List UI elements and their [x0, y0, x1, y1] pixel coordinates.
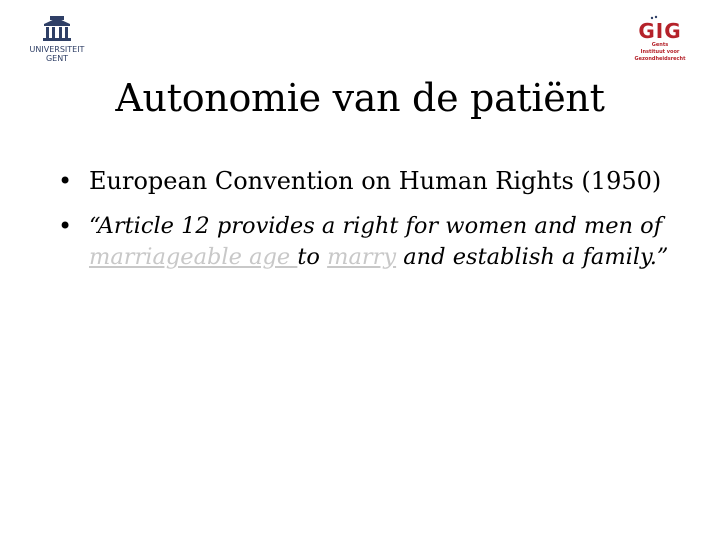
gig-logo-mark: GIG [638, 19, 682, 43]
gig-logo-line3: Gezondheidsrecht [634, 56, 686, 62]
ugent-logo-line2: GENT [45, 54, 69, 63]
bullet-dot-icon: • [58, 212, 73, 240]
bullet-list [58, 166, 678, 287]
bullet-dot-icon: • [58, 167, 73, 195]
quote-text-part1: “Article 12 provides a right for women and men of [89, 213, 663, 239]
marriageable-age-link[interactable]: marriageable age [89, 244, 298, 270]
gig-logo [630, 12, 690, 66]
marry-link[interactable]: marry [327, 244, 397, 270]
bullet-text: European Convention on Human Rights (1950) [89, 167, 662, 195]
quote-text-part3: and establish a family.” [396, 244, 669, 270]
gig-logo-line1: Gents [651, 42, 669, 48]
bullet-item-quote [58, 211, 678, 273]
ugent-logo [28, 14, 86, 68]
bullet-item [58, 166, 678, 197]
university-building-icon [28, 14, 86, 44]
slide-title: Autonomie van de patiënt [115, 76, 605, 120]
quote-text-part2: to [297, 244, 328, 270]
ugent-logo-line1: UNIVERSITEIT [29, 45, 85, 54]
gig-logo-line2: Instituut voor [640, 49, 680, 55]
